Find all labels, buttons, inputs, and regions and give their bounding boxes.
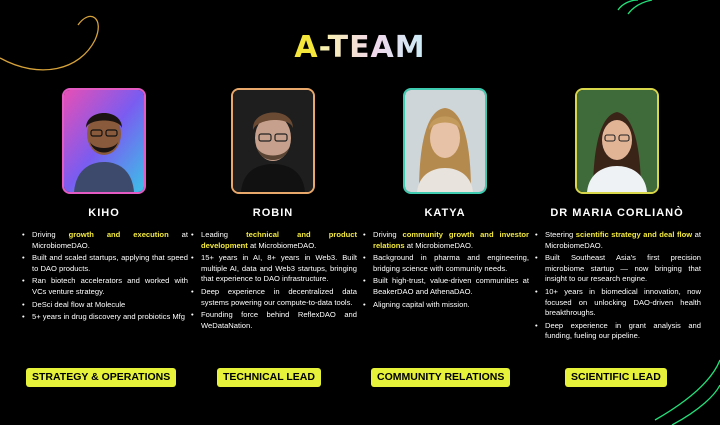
portrait-photo bbox=[64, 90, 144, 192]
member-name: ROBIN bbox=[252, 207, 294, 219]
role-badge-scientific: SCIENTIFIC LEAD bbox=[565, 368, 667, 387]
team-member-kiho bbox=[20, 88, 188, 325]
bullet-item: • Driving community growth and investor relations at MicrobiomeDAO. bbox=[373, 230, 529, 251]
avatar bbox=[62, 88, 146, 194]
green-deco-line-top bbox=[618, 0, 638, 10]
bullet-item: • Founding force behind ReflexDAO and WeDataNation. bbox=[201, 310, 357, 331]
member-bullets bbox=[361, 230, 529, 310]
bullet-item: • Built Southeast Asia's first precision microbiome startup — now bringing that insight to our research engine. bbox=[545, 253, 701, 285]
avatar bbox=[231, 88, 315, 194]
member-bullets bbox=[189, 230, 357, 331]
avatar bbox=[403, 88, 487, 194]
green-deco-line-top-2 bbox=[628, 0, 652, 14]
portrait-photo bbox=[405, 90, 485, 192]
title-a: A bbox=[294, 30, 319, 65]
role-badge-strategy: STRATEGY & OPERATIONS bbox=[26, 368, 176, 387]
bullet-item: • Ran biotech accelerators and worked with VCs venture strategy. bbox=[32, 276, 188, 297]
member-name: DR MARIA CORLIANÒ bbox=[550, 207, 684, 219]
role-badge-community: COMMUNITY RELATIONS bbox=[371, 368, 510, 387]
bullet-item: • 15+ years in AI, 8+ years in Web3. Built multiple AI, data and Web3 startups, bringing that experience to DAO infrastructure. bbox=[201, 253, 357, 285]
member-name: KIHO bbox=[88, 207, 120, 219]
team-member-katya bbox=[361, 88, 529, 312]
title-rest: -TEAM bbox=[318, 30, 426, 65]
bullet-item: • Steering scientific strategy and deal flow at MicrobiomeDAO. bbox=[545, 230, 701, 251]
member-bullets bbox=[533, 230, 701, 342]
member-name: KATYA bbox=[424, 207, 466, 219]
team-member-robin bbox=[189, 88, 357, 333]
bullet-item: • 10+ years in biomedical innovation, now focused on unlocking DAO-driven health breakthroughs. bbox=[545, 287, 701, 319]
role-badge-technical: TECHNICAL LEAD bbox=[217, 368, 321, 387]
page-title bbox=[0, 30, 720, 65]
bullet-item: • 5+ years in drug discovery and probiotics Mfg bbox=[32, 312, 188, 323]
bullet-item: • Driving growth and execution at MicrobiomeDAO. bbox=[32, 230, 188, 251]
portrait-photo bbox=[233, 90, 313, 192]
bullet-item: • Background in pharma and engineering, bridging science with community needs. bbox=[373, 253, 529, 274]
portrait-photo bbox=[577, 90, 657, 192]
avatar bbox=[575, 88, 659, 194]
bullet-item: • DeSci deal flow at Molecule bbox=[32, 300, 188, 311]
team-member-maria bbox=[533, 88, 701, 344]
bullet-item: • Built high-trust, value-driven communities at BeakerDAO and AthenaDAO. bbox=[373, 276, 529, 297]
bullet-item: • Leading technical and product development at MicrobiomeDAO. bbox=[201, 230, 357, 251]
bullet-item: • Aligning capital with mission. bbox=[373, 300, 529, 311]
bullet-item: • Deep experience in decentralized data systems powering our compute-to-data tools. bbox=[201, 287, 357, 308]
bullet-item: • Deep experience in grant analysis and funding, fueling our pipeline. bbox=[545, 321, 701, 342]
member-bullets bbox=[20, 230, 188, 323]
bullet-item: • Built and scaled startups, applying that speed to DAO products. bbox=[32, 253, 188, 274]
